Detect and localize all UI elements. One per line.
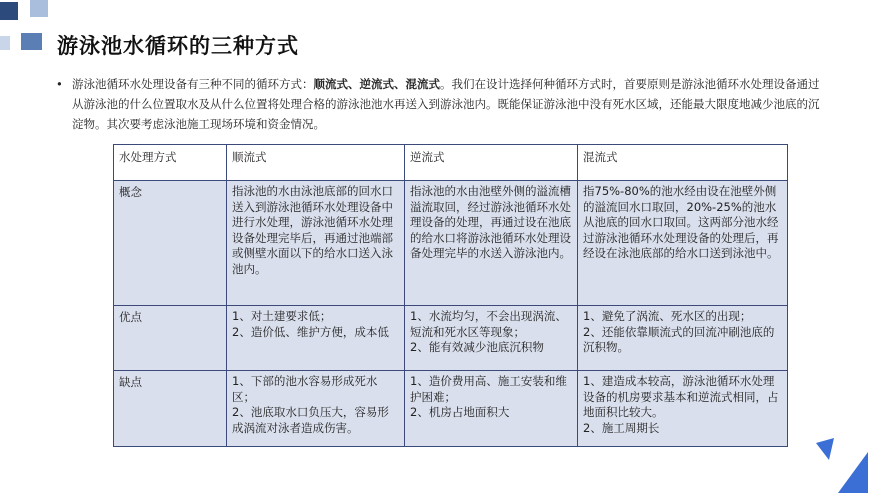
table-cell: 指75%-80%的池水经由设在池壁外侧的溢流回水口取回，20%-25%的池水从池底的回水口取回。这两部分池水经过游泳池循环水处理设备的处理后，再经设在泳池底部的给水口送到泳池中。 <box>578 181 788 306</box>
decorative-squares-icon <box>0 0 60 60</box>
table-cell: 1、建造成本较高，游泳池循环水处理设备的机房要求基本和逆流式相同，占地面积比较大。 2、施工周期长 <box>578 371 788 447</box>
page-title: 游泳池水循环的三种方式 <box>57 33 299 58</box>
decorative-triangles-icon <box>816 438 876 493</box>
intro-paragraph <box>56 74 826 134</box>
intro-text-after: 。我们在设计选择何种循环方式时，首要原则是游泳池循环水处理设备通过从游泳池的什么位置取水及从什么位置将处理合格的游泳池池水再送入到游泳池内。既能保证游泳池中没有死水区域，还能最大限度地减少池底的沉淀物。其次要考虑泳池施工现场环境和资金情况。 <box>72 77 820 131</box>
row-label-concept: 概念 <box>114 181 227 306</box>
table-cell: 指泳池的水由泳池底部的回水口送入到游泳池循环水处理设备中进行水处理，游泳池循环水处理设备处理完毕后，再通过池端部或侧壁水面以下的给水口送入泳池内。 <box>227 181 405 306</box>
header-cell-downflow: 顺流式 <box>227 145 405 181</box>
intro-bold-text: 顺流式、逆流式、混流式 <box>313 77 440 91</box>
intro-text-before: 游泳池循环水处理设备有三种不同的循环方式： <box>72 77 314 91</box>
bullet-icon: • <box>56 77 63 91</box>
table-cell: 1、对土建要求低； 2、造价低、维护方便，成本低 <box>227 306 405 371</box>
table-row-concept <box>114 181 788 306</box>
table-cell: 1、造价费用高、施工安装和维护困难； 2、机房占地面积大 <box>405 371 578 447</box>
table-header-row <box>114 145 788 181</box>
table-cell: 1、水流均匀，不会出现涡流、短流和死水区等现象； 2、能有效减少池底沉积物 <box>405 306 578 371</box>
table-row-disadvantages <box>114 371 788 447</box>
comparison-table <box>113 144 788 447</box>
header-cell-counterflow: 逆流式 <box>405 145 578 181</box>
table-row-advantages <box>114 306 788 371</box>
row-label-advantages: 优点 <box>114 306 227 371</box>
table-cell: 指泳池的水由池壁外侧的溢流槽溢流取回，经过游泳池循环水处理设备的处理，再通过设在池底的给水口将游泳池循环水处理设备处理完毕的水送入游泳池内。 <box>405 181 578 306</box>
header-cell-mixedflow: 混流式 <box>578 145 788 181</box>
table-cell: 1、避免了涡流、死水区的出现； 2、还能依靠顺流式的回流冲刷池底的沉积物。 <box>578 306 788 371</box>
row-label-disadvantages: 缺点 <box>114 371 227 447</box>
header-cell-method: 水处理方式 <box>114 145 227 181</box>
table-cell: 1、下部的池水容易形成死水区； 2、池底取水口负压大，容易形成涡流对泳者造成伤害。 <box>227 371 405 447</box>
